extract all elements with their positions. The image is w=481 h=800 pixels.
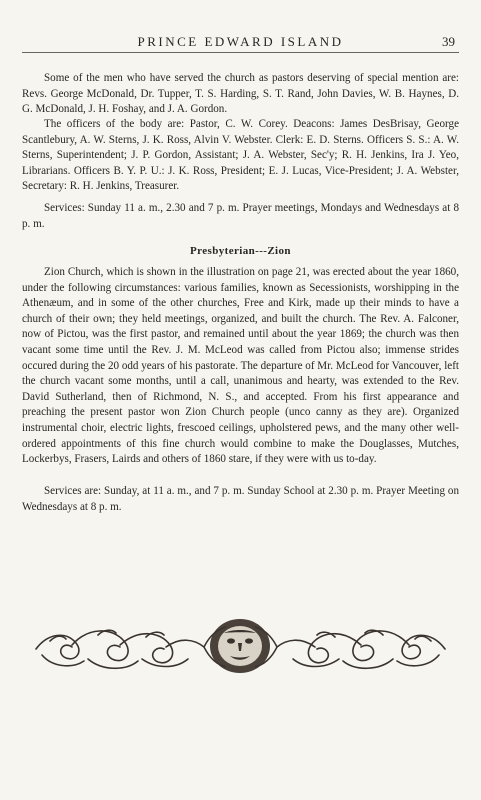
paragraph-zion-text: Zion Church, which is shown in the illustration on page 21, was erected about the year 1860, under the following circumstances: various families, known as Secessionists, worshipping in the Athenæum, and in some of the other churches, Free and Kirk, made up their minds to have a church of their own; they held meetings, organized, and built the church. The Rev. A. Falconer, now of Pictou, was the first pastor, and remained until about the year 1869; the church was then vacant some time until the Rev. J. M. McLeod was called from Pictou also; immense strides occured during the 20 odd years of his pastorate. The departure of Mr. McLeod for Vancouver, left the church vacant some months, until a call, unanimous and hearty, was extended to the Rev. David Sutherland, then of Richmond, N. S., and accepted. From his first appearance and preaching the present pastor won Zion Church people (unco canny as they are). Organized instrumental choir, electric lights, frescoed ceilings, upholstered pews, and the many other well-ordered appointments of this fine church would combine to make the Douglasses, Mutches, Lockerbys, Frasers, Lairds and others of 1860 stare, if they were with us to-day. [22,266,459,466]
paragraph-officers [22,117,459,195]
paragraph-officers-text: The officers of the body are: Pastor, C. W. Corey. Deacons: James DesBrisay, George Scantlebury, A. W. Sterns, J. K. Ross, Alvin V. Webster. Clerk: E. D. Sterns. Officers S. S.: A. W. Sterns, Superintendent; J. P. Gordon, Assistant; J. A. Webster, Sec'y; R. H. Jenkins, Ira J. Yeo, Librarians. Officers B. Y. P. U.: J. K. Ross, President; E. J. Lucas, Vice-President; J. A. Webster, Secretary: R. H. Jenkins, Treasurer. [22,118,459,193]
decorative-scroll-icon [28,615,453,677]
section-heading: Presbyterian---Zion [190,245,291,257]
header-rule [22,52,459,53]
paragraph-zion [22,265,459,468]
paragraph-zion-services-text: Services are: Sunday, at 11 a. m., and 7 p. m. Sunday School at 2.30 p. m. Prayer Meeting on Wednesdays at 8 p. m. [22,485,459,513]
paragraph-services-text: Services: Sunday 11 a. m., 2.30 and 7 p. m. Prayer meetings, Mondays and Wednesdays at 8 p. m. [22,202,459,230]
paragraph-zion-services [22,484,459,515]
page-number: 39 [442,34,455,49]
paragraph-services [22,201,459,232]
page-header [22,32,459,54]
running-title: PRINCE EDWARD ISLAND [137,34,344,49]
paragraph-pastors [22,71,459,118]
paragraph-pastors-text: Some of the men who have served the church as pastors deserving of special mention are: Revs. George McDonald, Dr. Tupper, T. S. Harding, S. T. Rand, John Davies, W. B. Haynes, D. G. McDonald, J. H. Foshay, and J. A. Gordon. [22,72,459,116]
